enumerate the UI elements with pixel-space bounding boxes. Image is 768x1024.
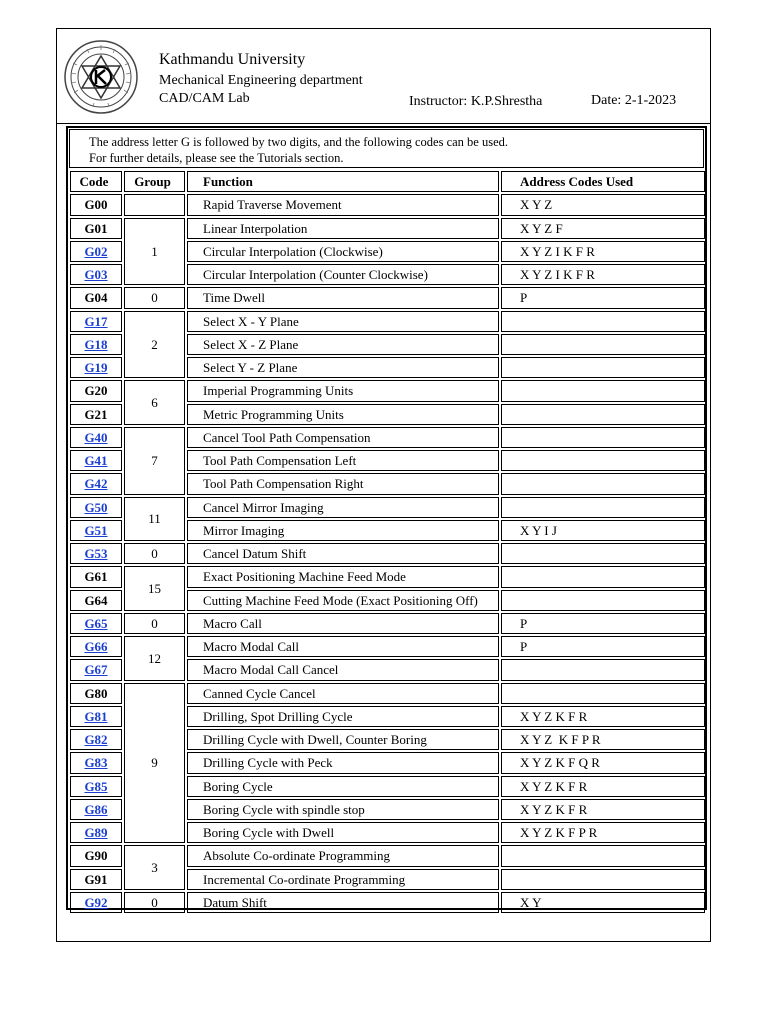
code-cell	[70, 194, 122, 215]
code-link[interactable]: G19	[84, 360, 108, 376]
address-codes-cell	[501, 683, 705, 704]
code-link[interactable]: G53	[84, 546, 108, 562]
address-codes-cell	[501, 473, 705, 494]
address-codes-cell	[501, 845, 705, 866]
address-codes-cell: X Y Z K F R	[501, 706, 705, 727]
function-cell: Mirror Imaging	[187, 520, 499, 541]
code-cell	[70, 845, 122, 866]
address-codes-cell: P	[501, 287, 705, 308]
code-cell[interactable]	[70, 241, 122, 262]
code-link[interactable]: G89	[84, 825, 108, 841]
function-cell: Cancel Mirror Imaging	[187, 497, 499, 518]
table-row	[70, 311, 705, 332]
address-codes-cell: X Y Z K F P R	[501, 822, 705, 843]
intro-line-1: The address letter G is followed by two digits, and the following codes can be used.	[89, 135, 509, 149]
university-name: Kathmandu University	[159, 51, 306, 68]
group-cell: 1	[124, 218, 185, 286]
code-link[interactable]: G42	[84, 476, 108, 492]
address-codes-cell: X Y Z I K F R	[501, 241, 705, 262]
code-text: G01	[84, 220, 108, 236]
function-cell: Circular Interpolation (Counter Clockwise)	[187, 264, 499, 285]
function-cell: Tool Path Compensation Left	[187, 450, 499, 471]
date-label: Date: 2-1-2023	[591, 93, 677, 108]
group-cell: 6	[124, 380, 185, 425]
function-cell: Time Dwell	[187, 287, 499, 308]
function-cell: Drilling, Spot Drilling Cycle	[187, 706, 499, 727]
code-link[interactable]: G83	[84, 755, 108, 771]
code-cell[interactable]	[70, 450, 122, 471]
code-text: G21	[84, 406, 108, 422]
group-cell: 2	[124, 311, 185, 379]
code-text: G80	[84, 685, 108, 701]
function-cell: Macro Modal Call	[187, 636, 499, 657]
address-codes-cell: P	[501, 613, 705, 634]
code-cell[interactable]	[70, 497, 122, 518]
table-row	[70, 613, 705, 634]
group-cell: 0	[124, 287, 185, 308]
code-link[interactable]: G02	[84, 243, 108, 259]
code-text: G20	[84, 383, 108, 399]
function-cell: Absolute Co-ordinate Programming	[187, 845, 499, 866]
address-codes-cell: X Y Z I K F R	[501, 264, 705, 285]
function-cell: Rapid Traverse Movement	[187, 194, 499, 215]
address-codes-cell	[501, 543, 705, 564]
table-row	[70, 566, 705, 587]
address-codes-cell	[501, 590, 705, 611]
function-cell: Select X - Z Plane	[187, 334, 499, 355]
code-link[interactable]: G41	[84, 453, 108, 469]
group-cell: 9	[124, 683, 185, 844]
code-link[interactable]: G92	[84, 894, 108, 910]
address-codes-cell: X Y Z K F R	[501, 799, 705, 820]
code-link[interactable]: G17	[84, 313, 108, 329]
code-link[interactable]: G18	[84, 336, 108, 352]
code-link[interactable]: G65	[84, 615, 108, 631]
address-codes-cell	[501, 334, 705, 355]
function-cell: Boring Cycle with Dwell	[187, 822, 499, 843]
table-row	[70, 892, 705, 913]
code-cell	[70, 218, 122, 239]
code-cell[interactable]	[70, 776, 122, 797]
code-cell[interactable]	[70, 264, 122, 285]
column-header-code: Code	[70, 171, 122, 192]
function-cell: Circular Interpolation (Clockwise)	[187, 241, 499, 262]
function-cell: Exact Positioning Machine Feed Mode	[187, 566, 499, 587]
function-cell: Imperial Programming Units	[187, 380, 499, 401]
code-link[interactable]: G81	[84, 708, 108, 724]
function-cell: Boring Cycle with spindle stop	[187, 799, 499, 820]
g-codes-table	[68, 169, 707, 915]
code-text: G61	[84, 569, 108, 585]
code-link[interactable]: G03	[84, 267, 108, 283]
address-codes-cell	[501, 450, 705, 471]
intro-note	[69, 129, 704, 168]
table-row	[70, 683, 705, 704]
code-cell[interactable]	[70, 334, 122, 355]
column-header-function: Function	[187, 171, 499, 192]
function-cell: Cutting Machine Feed Mode (Exact Positioning Off)	[187, 590, 499, 611]
code-text: G90	[84, 848, 108, 864]
code-cell[interactable]	[70, 752, 122, 773]
code-cell	[70, 683, 122, 704]
function-cell: Select Y - Z Plane	[187, 357, 499, 378]
function-cell: Incremental Co-ordinate Programming	[187, 869, 499, 890]
function-cell: Linear Interpolation	[187, 218, 499, 239]
code-link[interactable]: G67	[84, 662, 108, 678]
address-codes-cell: X Y	[501, 892, 705, 913]
table-body	[70, 194, 705, 913]
code-cell	[70, 380, 122, 401]
lab-name: CAD/CAM Lab	[159, 91, 250, 106]
code-cell[interactable]	[70, 729, 122, 750]
code-cell[interactable]	[70, 799, 122, 820]
address-codes-cell	[501, 566, 705, 587]
address-codes-cell: X Y Z K F Q R	[501, 752, 705, 773]
function-cell: Cancel Datum Shift	[187, 543, 499, 564]
code-link[interactable]: G86	[84, 801, 108, 817]
address-codes-cell: X Y Z	[501, 194, 705, 215]
address-codes-cell: X Y Z K F P R	[501, 729, 705, 750]
address-codes-cell: X Y Z K F R	[501, 776, 705, 797]
address-codes-cell	[501, 380, 705, 401]
code-cell	[70, 590, 122, 611]
code-cell	[70, 869, 122, 890]
code-cell	[70, 566, 122, 587]
function-cell: Drilling Cycle with Peck	[187, 752, 499, 773]
table-row	[70, 636, 705, 657]
code-link[interactable]: G85	[84, 778, 108, 794]
code-text: G91	[84, 871, 108, 887]
code-link[interactable]: G50	[84, 499, 108, 515]
code-cell[interactable]	[70, 892, 122, 913]
group-cell: 12	[124, 636, 185, 681]
code-link[interactable]: G66	[84, 639, 108, 655]
table-row	[70, 380, 705, 401]
code-text: G04	[84, 290, 108, 306]
function-cell: Cancel Tool Path Compensation	[187, 427, 499, 448]
address-codes-cell	[501, 404, 705, 425]
document-header	[57, 29, 710, 124]
table-header-row	[70, 171, 705, 192]
address-codes-cell	[501, 311, 705, 332]
function-cell: Macro Modal Call Cancel	[187, 659, 499, 680]
code-cell[interactable]	[70, 543, 122, 564]
code-link[interactable]: G40	[84, 429, 108, 445]
code-cell[interactable]	[70, 520, 122, 541]
code-cell[interactable]	[70, 636, 122, 657]
address-codes-cell	[501, 497, 705, 518]
code-cell[interactable]	[70, 613, 122, 634]
group-cell: 3	[124, 845, 185, 890]
function-cell: Macro Call	[187, 613, 499, 634]
table-row	[70, 427, 705, 448]
table-row	[70, 218, 705, 239]
table-row	[70, 845, 705, 866]
address-codes-cell	[501, 869, 705, 890]
address-codes-cell	[501, 357, 705, 378]
column-header-group: Group	[124, 171, 185, 192]
code-link[interactable]: G82	[84, 732, 108, 748]
code-cell	[70, 287, 122, 308]
group-cell: 11	[124, 497, 185, 542]
university-logo-icon	[63, 39, 139, 115]
function-cell: Canned Cycle Cancel	[187, 683, 499, 704]
address-codes-cell	[501, 659, 705, 680]
instructor-label: Instructor: K.P.Shrestha	[409, 94, 543, 109]
group-cell: 15	[124, 566, 185, 611]
code-cell[interactable]	[70, 427, 122, 448]
code-link[interactable]: G51	[84, 522, 108, 538]
column-header-address-codes: Address Codes Used	[501, 171, 705, 192]
group-cell: 7	[124, 427, 185, 495]
code-cell[interactable]	[70, 357, 122, 378]
table-row	[70, 543, 705, 564]
group-cell: 0	[124, 543, 185, 564]
address-codes-cell: X Y I J	[501, 520, 705, 541]
code-cell	[70, 404, 122, 425]
function-cell: Tool Path Compensation Right	[187, 473, 499, 494]
code-cell[interactable]	[70, 473, 122, 494]
address-codes-cell: X Y Z F	[501, 218, 705, 239]
function-cell: Select X - Y Plane	[187, 311, 499, 332]
group-cell: 0	[124, 613, 185, 634]
function-cell: Metric Programming Units	[187, 404, 499, 425]
intro-line-2: For further details, please see the Tutorials section.	[89, 151, 344, 165]
group-cell	[124, 194, 185, 215]
code-text: G00	[84, 197, 108, 213]
code-cell[interactable]	[70, 706, 122, 727]
function-cell: Boring Cycle	[187, 776, 499, 797]
code-cell[interactable]	[70, 659, 122, 680]
table-row	[70, 497, 705, 518]
code-cell[interactable]	[70, 822, 122, 843]
group-cell: 0	[124, 892, 185, 913]
code-text: G64	[84, 592, 108, 608]
table-row	[70, 287, 705, 308]
address-codes-cell: P	[501, 636, 705, 657]
address-codes-cell	[501, 427, 705, 448]
function-cell: Drilling Cycle with Dwell, Counter Boring	[187, 729, 499, 750]
function-cell: Datum Shift	[187, 892, 499, 913]
code-cell[interactable]	[70, 311, 122, 332]
table-row	[70, 194, 705, 215]
department-name: Mechanical Engineering department	[159, 73, 363, 88]
